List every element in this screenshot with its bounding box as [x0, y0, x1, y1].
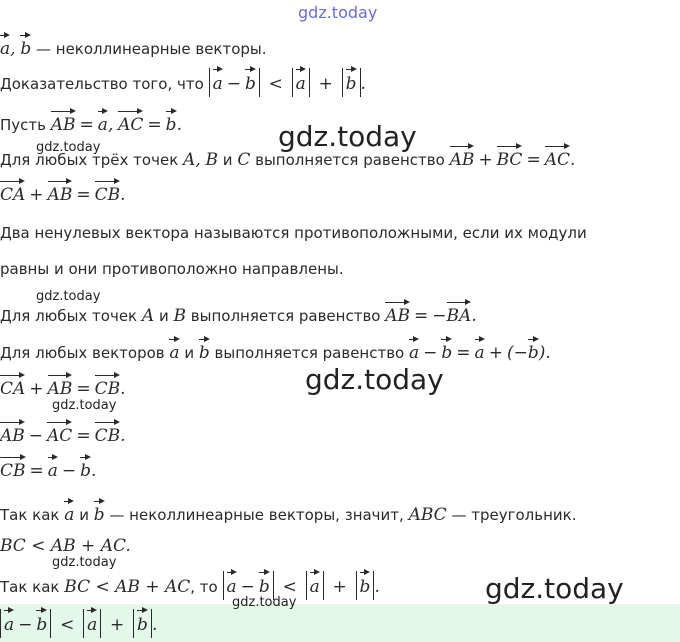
- line-13: Так как a и b — неколлинеарные векторы, значит, ABC — треугольник.: [0, 500, 576, 525]
- watermark-7: gdz.today: [485, 572, 624, 605]
- watermark-3: gdz.today: [36, 289, 101, 304]
- line-12: CB = a − b.: [0, 456, 96, 481]
- line-1: a, b — неколлинеарные векторы.: [0, 34, 267, 59]
- text: — неколлинеарные векторы.: [36, 40, 267, 58]
- line-14: BC < AB + AC.: [0, 536, 131, 556]
- text: Пусть: [0, 116, 46, 134]
- text: Для любых трёх точек: [0, 151, 179, 169]
- definition-line-1: Два ненулевых вектора называются противоположными, если их модули: [0, 224, 587, 242]
- watermark-8: gdz.today: [232, 595, 297, 610]
- line-2: Доказательство того, что a − b < a + b .: [0, 68, 366, 97]
- line-10: CA + AB = CB.: [0, 374, 125, 399]
- abs-b: b: [342, 68, 361, 97]
- watermark-6: gdz.today: [52, 555, 117, 570]
- final-inequality: a − b < a + b .: [0, 609, 157, 638]
- watermark-4: gdz.today: [305, 363, 444, 396]
- vector-b: b: [20, 34, 31, 59]
- text: Доказательство того, что: [0, 75, 204, 93]
- line-9: Для любых векторов a и b выполняется равенство a − b = a + (−b).: [0, 338, 551, 363]
- definition-line-2: равны и они противоположно направлены.: [0, 260, 344, 278]
- text: Так как: [0, 578, 60, 596]
- text: Для любых векторов: [0, 344, 165, 362]
- text: Для любых точек: [0, 307, 138, 325]
- text: Так как: [0, 506, 60, 524]
- abs-diff: a − b: [209, 68, 260, 97]
- watermark-1: gdz.today: [278, 120, 417, 153]
- watermark-top: gdz.today: [298, 3, 378, 22]
- abs-a: a: [292, 68, 310, 97]
- line-5: CA + AB = CB.: [0, 180, 125, 205]
- watermark-2: gdz.today: [36, 140, 101, 155]
- line-8: Для любых точек A и B выполняется равенство AB = −BA.: [0, 301, 477, 326]
- vector-a: a: [0, 34, 10, 59]
- watermark-5: gdz.today: [52, 398, 117, 413]
- line-15: Так как BC < AB + AC, то a − b < a + b .: [0, 571, 380, 600]
- line-3: Пусть AB = a, AC = b.: [0, 110, 182, 135]
- line-4: Для любых трёх точек A, B и C выполняется равенство AB + BC = AC.: [0, 145, 575, 170]
- line-11: AB − AC = CB.: [0, 421, 125, 446]
